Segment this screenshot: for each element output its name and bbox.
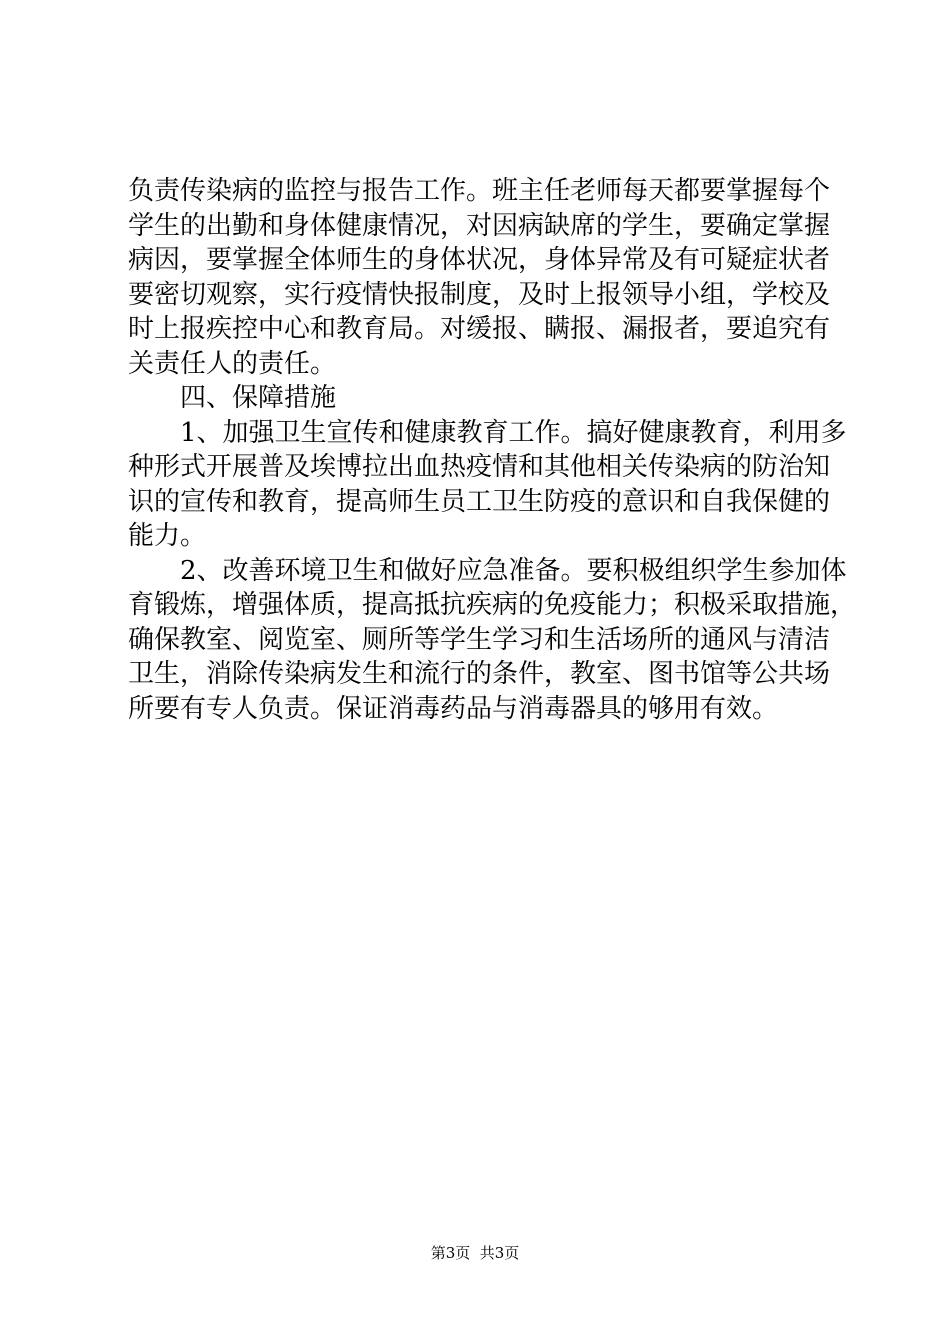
text-line: 时上报疾控中心和教育局。对缓报、瞒报、漏报者，要追究有: [128, 314, 831, 344]
text-line: 卫生，消除传染病发生和流行的条件，教室、图书馆等公共场: [128, 659, 831, 689]
paragraph-3: [128, 416, 847, 554]
paragraph-1: [128, 174, 831, 381]
text-line: 关责任人的责任。: [128, 348, 337, 379]
page-number: 第3页 共3页: [430, 1244, 520, 1262]
section-heading: [128, 381, 828, 416]
page-footer: [0, 1242, 950, 1264]
document-body: [128, 174, 857, 726]
text-line: 能力。: [128, 521, 207, 551]
text-line: 负责传染病的监控与报告工作。班主任老师每天都要掌握每个: [128, 176, 831, 206]
text-line: 2、改善环境卫生和做好应急准备。要积极组织学生参加体: [180, 555, 847, 586]
text-line: 识的宣传和教育，提高师生员工卫生防疫的意识和自我保健的: [128, 486, 831, 517]
text-line: 确保教室、阅览室、厕所等学生学习和生活场所的通风与清洁: [128, 624, 831, 655]
text-line: 学生的出勤和身体健康情况，对因病缺席的学生，要确定掌握: [128, 210, 831, 241]
text-line: 要密切观察，实行疫情快报制度，及时上报领导小组，学校及: [128, 279, 831, 310]
section-heading-text: 四、保障措施: [180, 383, 337, 413]
text-line: 种形式开展普及埃博拉出血热疫情和其他相关传染病的防治知: [128, 452, 831, 482]
text-line: 育锻炼，增强体质，提高抵抗疾病的免疫能力；积极采取措施，: [128, 590, 857, 620]
paragraph-4: [128, 554, 857, 727]
text-line: 所要有专人负责。保证消毒药品与消毒器具的够用有效。: [128, 693, 779, 724]
text-line: 1、加强卫生宣传和健康教育工作。搞好健康教育，利用多: [180, 417, 847, 448]
text-line: 病因，要掌握全体师生的身体状况，身体异常及有可疑症状者: [128, 245, 831, 275]
